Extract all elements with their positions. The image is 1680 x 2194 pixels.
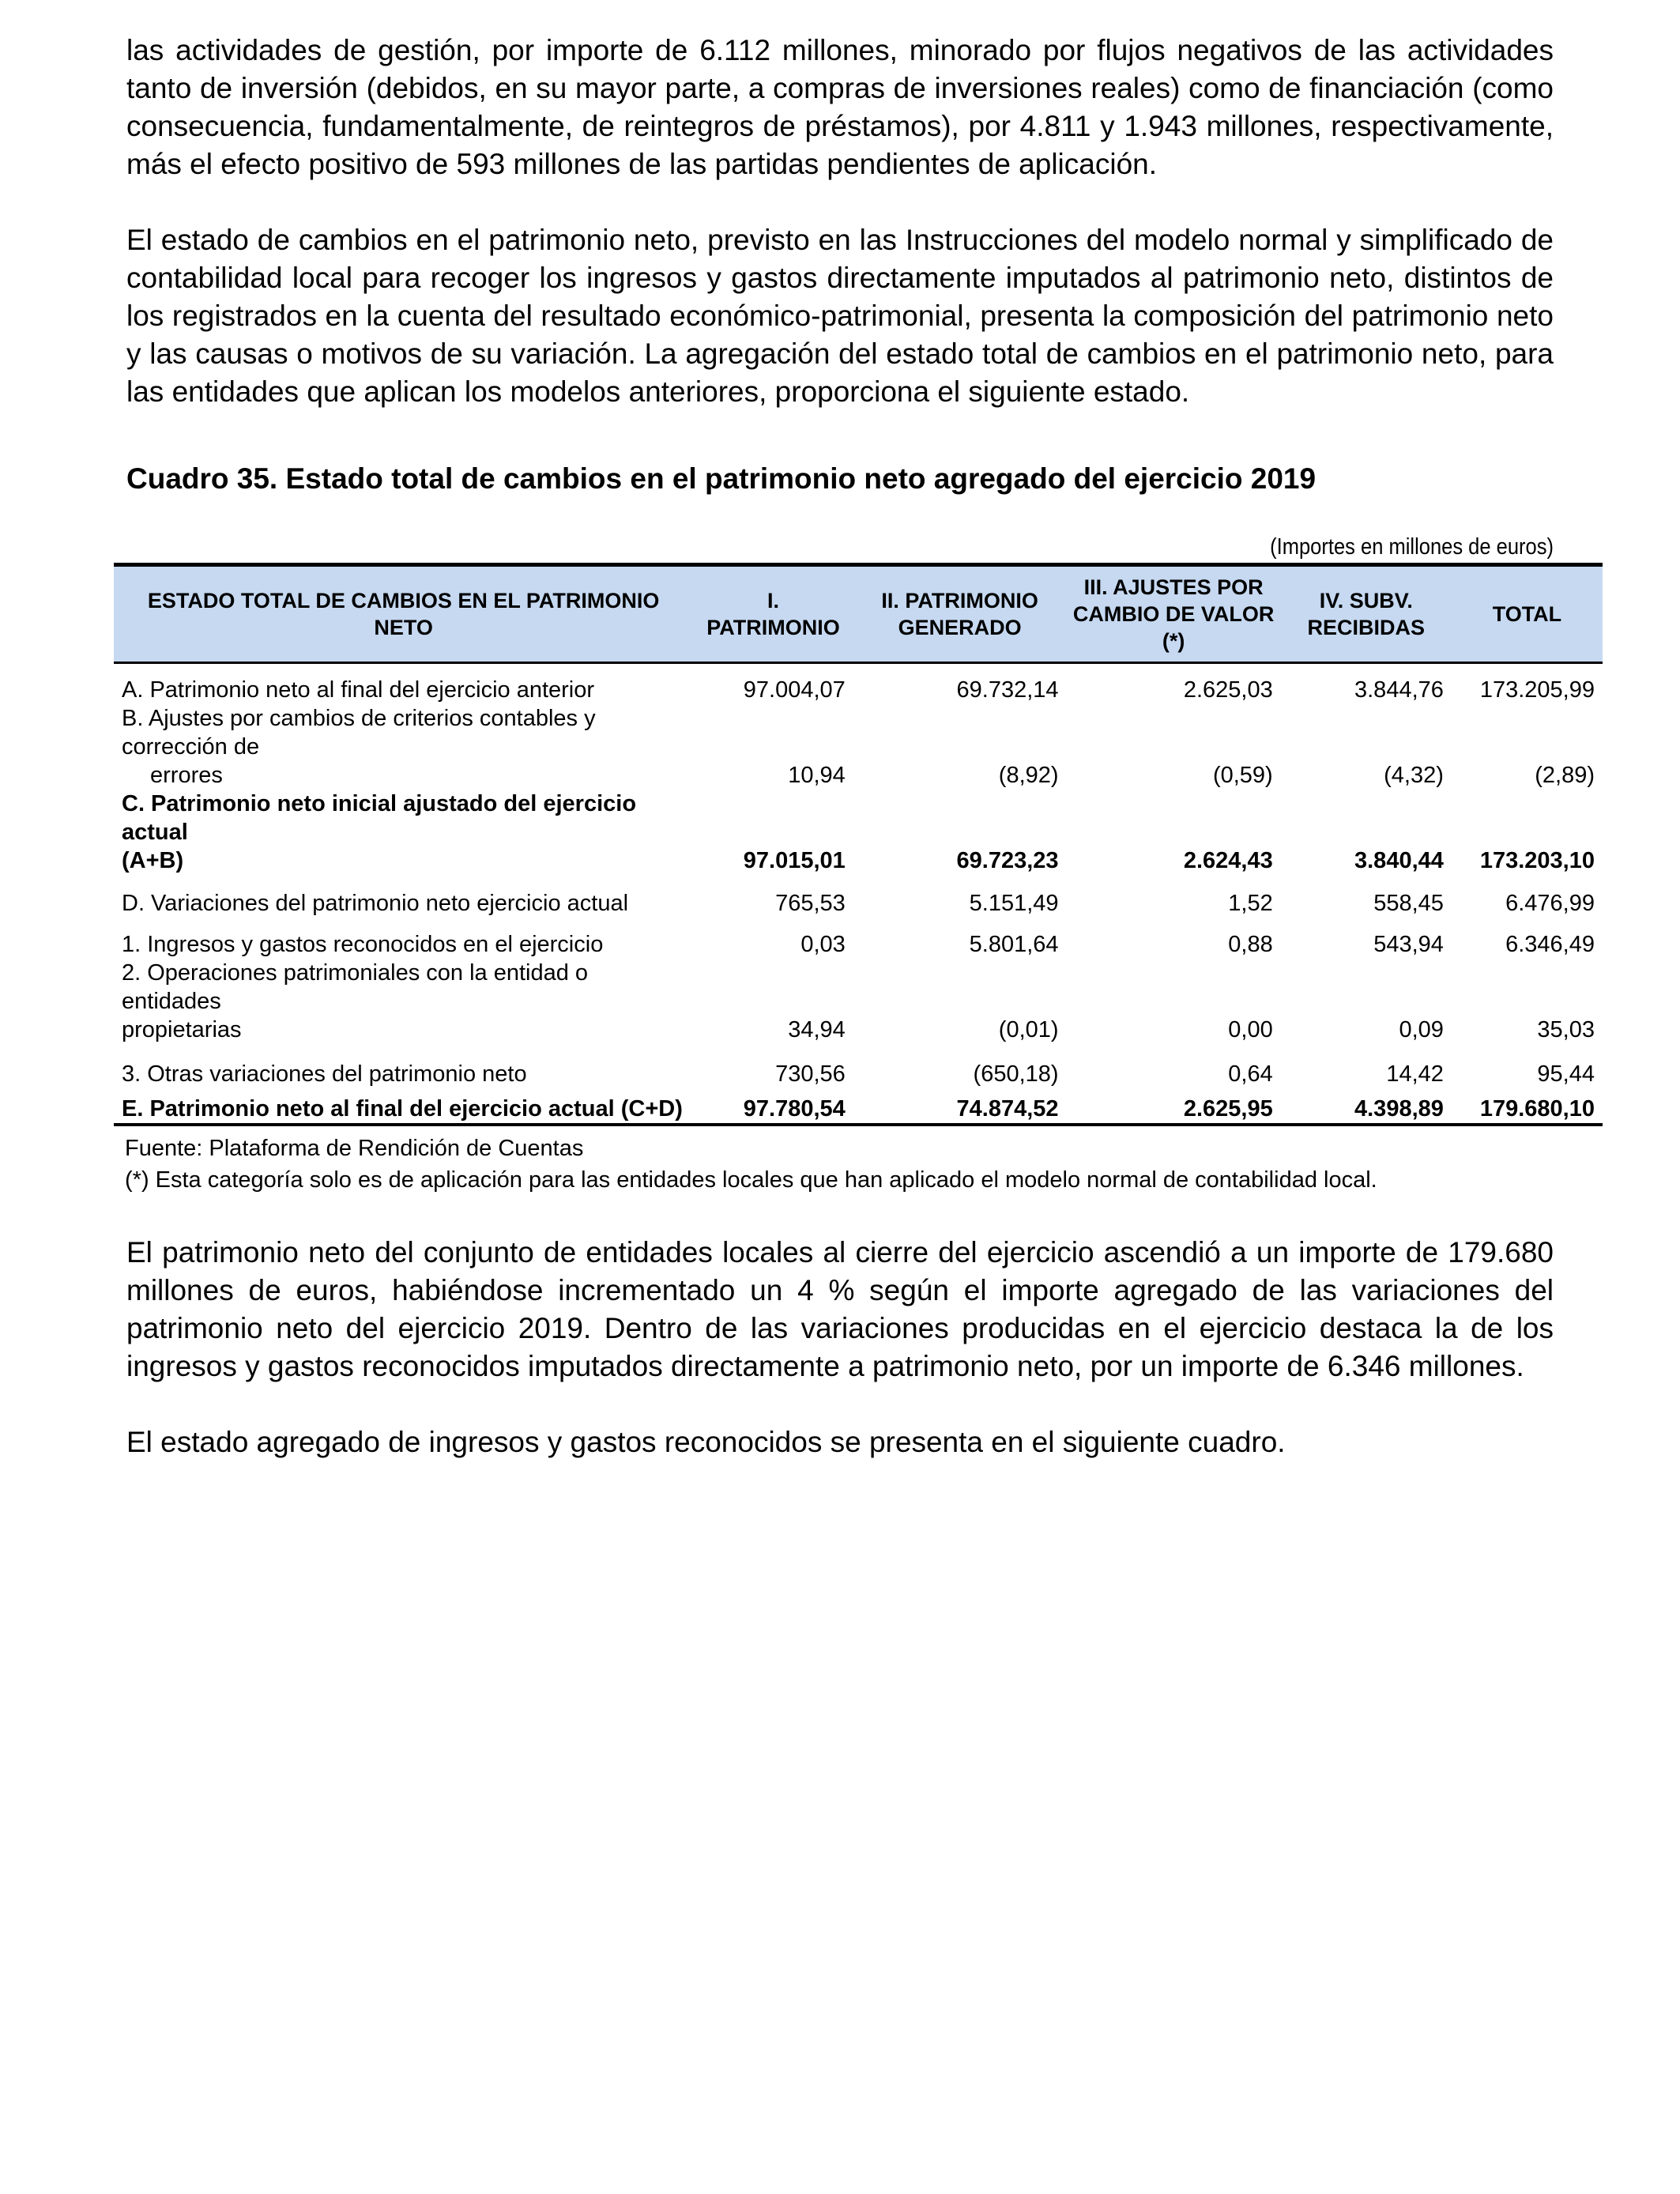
table-row: [114, 790, 1603, 875]
row-label: 3. Otras variaciones del patrimonio neto: [122, 1061, 527, 1087]
cell-value: 10,94: [788, 762, 846, 788]
header-patrimonio-generado: II. PATRIMONIO GENERADO: [853, 565, 1067, 663]
cell-value: 5.801,64: [969, 931, 1059, 957]
cell-value: 0,09: [1399, 1016, 1444, 1042]
cell-value: 2.625,03: [1183, 677, 1273, 703]
cell-value: (8,92): [998, 762, 1059, 788]
row-label-continuation: errores: [150, 762, 223, 788]
table-row: [114, 918, 1603, 959]
cell-value: 0,03: [800, 931, 846, 957]
cell-value: 4.398,89: [1281, 1088, 1452, 1125]
cell-value: 543,94: [1373, 931, 1444, 957]
cell-value: (0,01): [998, 1016, 1059, 1042]
table-caption: Cuadro 35. Estado total de cambios en el patrimonio neto agregado del ejercicio 2019: [126, 462, 1317, 495]
estado-cambios-table: [114, 563, 1603, 1126]
cell-value: 5.151,49: [969, 890, 1059, 916]
row-label: 2. Operaciones patrimoniales con la entidad o entidades: [122, 959, 589, 1014]
cell-value: 97.015,01: [743, 847, 846, 873]
cell-value: 95,44: [1537, 1061, 1595, 1087]
cell-value: 14,42: [1386, 1061, 1444, 1087]
cell-value: 0,00: [1228, 1016, 1273, 1042]
row-label-continuation: propietarias: [122, 1016, 242, 1042]
table-row: [114, 704, 1603, 790]
cell-value: 74.874,52: [853, 1088, 1067, 1125]
cell-value: 3.844,76: [1354, 677, 1444, 703]
cell-value: 35,03: [1537, 1016, 1595, 1042]
row-label: 1. Ingresos y gastos reconocidos en el ejercicio: [122, 931, 604, 957]
table-row: [114, 959, 1603, 1044]
cell-value: 2.624,43: [1183, 847, 1273, 873]
row-label-continuation: (A+B): [122, 847, 184, 873]
cell-value: 6.476,99: [1505, 890, 1595, 916]
cell-value: 179.680,10: [1452, 1088, 1603, 1125]
row-label: E. Patrimonio neto al final del ejercicio actual (C+D): [114, 1088, 693, 1125]
document-page: [122, 32, 1595, 1461]
table-row: [114, 1088, 1603, 1125]
row-label: C. Patrimonio neto inicial ajustado del ejercicio actual: [122, 790, 637, 845]
header-total: TOTAL: [1452, 565, 1603, 663]
header-subvenciones: IV. SUBV. RECIBIDAS: [1281, 565, 1452, 663]
header-estado: ESTADO TOTAL DE CAMBIOS EN EL PATRIMONIO NETO: [114, 565, 693, 663]
cell-value: 558,45: [1373, 890, 1444, 916]
cell-value: 730,56: [775, 1061, 846, 1087]
cell-value: 3.840,44: [1354, 847, 1444, 873]
cell-value: 0,64: [1228, 1061, 1273, 1087]
paragraph-estado-agregado: El estado agregado de ingresos y gastos reconocidos se presenta en el siguiente cuadro.: [126, 1425, 1286, 1458]
paragraph-estado-cambios: El estado de cambios en el patrimonio neto, previsto en las Instrucciones del modelo normal y simplificado de contabilidad local para recoger los ingresos y gastos directamente imputados al patrimonio neto, distintos de los registrados en la cuenta del resultado económico-patrimonial, presenta la composición del patrimonio neto y las causas o motivos de su variación. La agregación del estado total de cambios en el patrimonio neto, para las entidades que aplican los modelos anteriores, proporciona el siguiente estado.: [126, 224, 1554, 408]
header-ajustes-valor: III. AJUSTES POR CAMBIO DE VALOR (*): [1067, 565, 1281, 663]
cell-value: 34,94: [788, 1016, 846, 1042]
cell-value: 6.346,49: [1505, 931, 1595, 957]
paragraph-patrimonio-neto: El patrimonio neto del conjunto de entidades locales al cierre del ejercicio ascendió a un importe de 179.680 millones de euros, habiéndose incrementado un 4 % según el importe agregado de las variaciones del patrimonio neto del ejercicio 2019. Dentro de las variaciones producidas en el ejercicio destaca la de los ingresos y gastos reconocidos imputados directamente a patrimonio neto, por un importe de 6.346 millones.: [126, 1235, 1554, 1382]
cell-value: 1,52: [1228, 890, 1273, 916]
cell-value: (2,89): [1535, 762, 1595, 788]
source-note: Fuente: Plataforma de Rendición de Cuentas: [125, 1135, 584, 1161]
table-row: [114, 1044, 1603, 1088]
cell-value: (4,32): [1384, 762, 1444, 788]
cell-value: 97.780,54: [693, 1088, 853, 1125]
cell-value: 173.205,99: [1479, 677, 1595, 703]
cell-value: (0,59): [1212, 762, 1273, 788]
cell-value: 69.732,14: [956, 677, 1059, 703]
table-row: [114, 663, 1603, 704]
units-note: (Importes en millones de euros): [1270, 534, 1554, 560]
paragraph-flujos: las actividades de gestión, por importe de 6.112 millones, minorado por flujos negativos de las actividades tanto de inversión (debidos, en su mayor parte, a compras de inversiones reales) como de financiación (como consecuencia, fundamentalmente, de reintegros de préstamos), por 4.811 y 1.943 millones, respectivamente, más el efecto positivo de 593 millones de las partidas pendientes de aplicación.: [126, 34, 1554, 180]
row-label: B. Ajustes por cambios de criterios contables y corrección de: [122, 705, 596, 760]
cell-value: 97.004,07: [743, 677, 846, 703]
cell-value: 765,53: [775, 890, 846, 916]
cell-value: 2.625,95: [1067, 1088, 1281, 1125]
row-label: D. Variaciones del patrimonio neto ejercicio actual: [122, 890, 629, 916]
header-patrimonio: I. PATRIMONIO: [693, 565, 853, 663]
cell-value: 0,88: [1228, 931, 1273, 957]
cell-value: (650,18): [973, 1061, 1059, 1087]
table-notes: [125, 1133, 1554, 1196]
table-header-row: [114, 565, 1603, 663]
cell-value: 173.203,10: [1479, 847, 1595, 873]
row-label: A. Patrimonio neto al final del ejercicio anterior: [122, 677, 595, 703]
cell-value: 69.723,23: [956, 847, 1059, 873]
footnote: (*) Esta categoría solo es de aplicación para las entidades locales que han aplicado el modelo normal de contabilidad local.: [125, 1167, 1377, 1193]
table-row: [114, 875, 1603, 918]
